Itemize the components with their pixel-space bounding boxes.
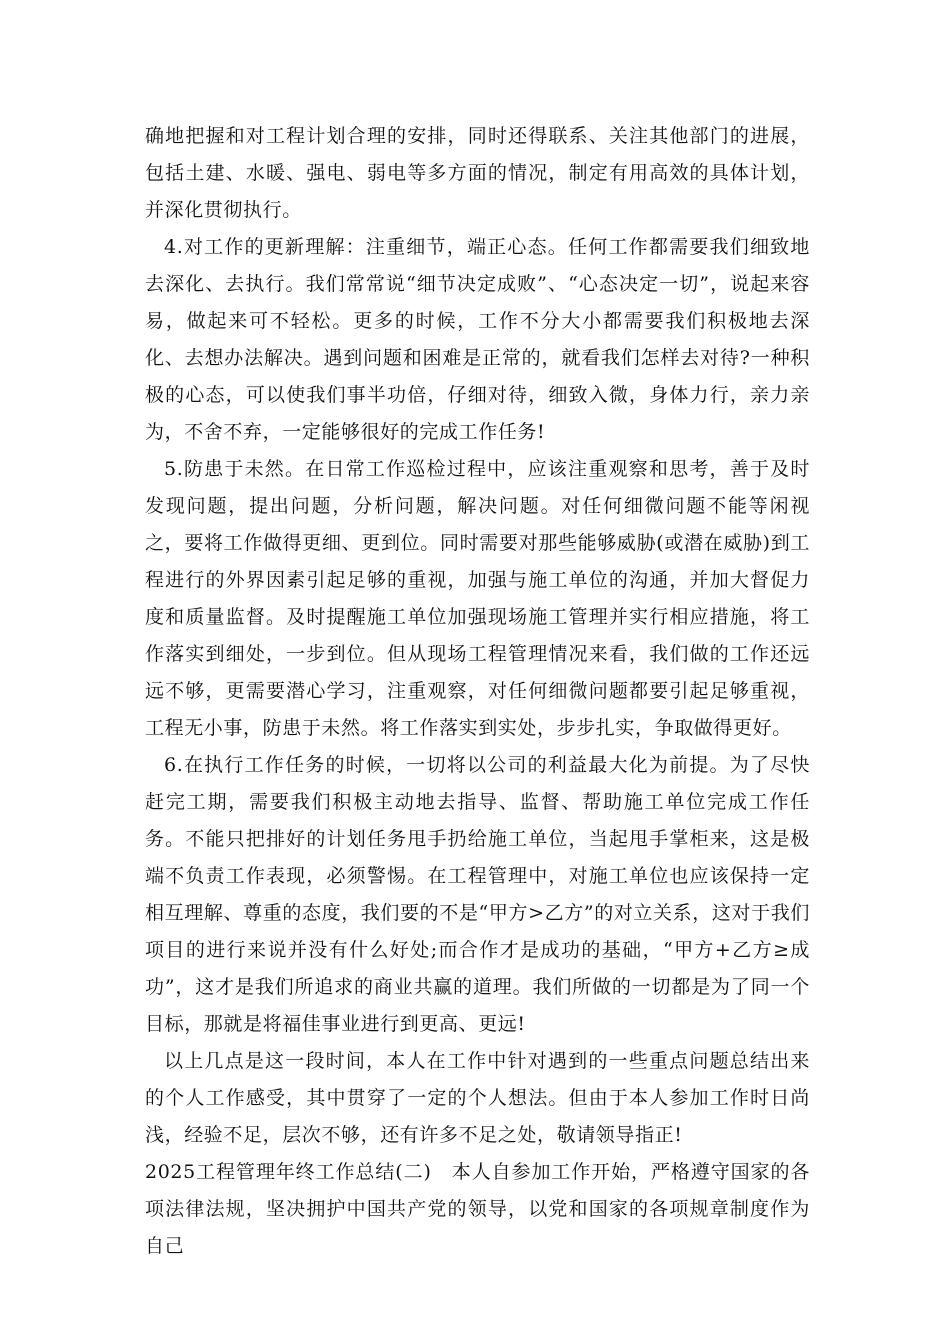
- section-heading-paragraph: 2025工程管理年终工作总结(二) 本人自参加工作开始，严格遵守国家的各项法律法规，坚决拥护中国共产党的领导，以党和国家的各项规章制度作为自己: [145, 1161, 810, 1257]
- paragraph-item-5: 5.防患于未然。在日常工作巡检过程中，应该注重观察和思考，善于及时发现问题，提出问题，分析问题，解决问题。对任何细微问题不能等闲视之，要将工作做得更细、更到位。同时需要对那些能够威胁(或潜在威胁)到工程进行的外界因素引起足够的重视，加强与施工单位的沟通，并加大督促力度和质量监督。及时提醒施工单位加强现场施工管理并实行相应措施，将工作落实到细处，一步到位。但从现场工程管理情况来看，我们做的工作还远远不够，更需要潜心学习，注重观察，对任何细微问题都要引起足够重视，工程无小事，防患于未然。将工作落实到实处，步步扎实，争取做得更好。: [145, 458, 810, 739]
- paragraph-conclusion: 以上几点是这一段时间，本人在工作中针对遇到的一些重点问题总结出来的个人工作感受，其中贯穿了一定的个人想法。但由于本人参加工作时日尚浅，经验不足，层次不够，还有许多不足之处，敬请领导指正!: [145, 1050, 810, 1146]
- paragraph-item-4: 4.对工作的更新理解：注重细节，端正心态。任何工作都需要我们细致地去深化、去执行。我们常常说“细节决定成败”、“心态决定一切”，说起来容易，做起来可不轻松。更多的时候，工作不分大小都需要我们积极地去深化、去想办法解决。遇到问题和困难是正常的，就看我们怎样去对待?一种积极的心态，可以使我们事半功倍，仔细对待，细致入微，身体力行，亲力亲为，不舍不弃，一定能够很好的完成工作任务!: [145, 236, 810, 443]
- paragraph-continuation: 确地把握和对工程计划合理的安排，同时还得联系、关注其他部门的进展，包括土建、水暖、强电、弱电等多方面的情况，制定有用高效的具体计划，并深化贯彻执行。: [145, 125, 810, 221]
- document-page: [145, 118, 810, 1265]
- paragraph-item-6: 6.在执行工作任务的时候，一切将以公司的利益最大化为前提。为了尽快赶完工期，需要我们积极主动地去指导、监督、帮助施工单位完成工作任务。不能只把排好的计划任务甩手扔给施工单位，当起甩手掌柜来，这是极端不负责工作表现，必须警惕。在工程管理中，对施工单位也应该保持一定相互理解、尊重的态度，我们要的不是“甲方>乙方”的对立关系，这对于我们项目的进行来说并没有什么好处;而合作才是成功的基础，“甲方+乙方≥成功”，这才是我们所追求的商业共赢的道理。我们所做的一切都是为了同一个目标，那就是将福佳事业进行到更高、更远!: [145, 754, 810, 1035]
